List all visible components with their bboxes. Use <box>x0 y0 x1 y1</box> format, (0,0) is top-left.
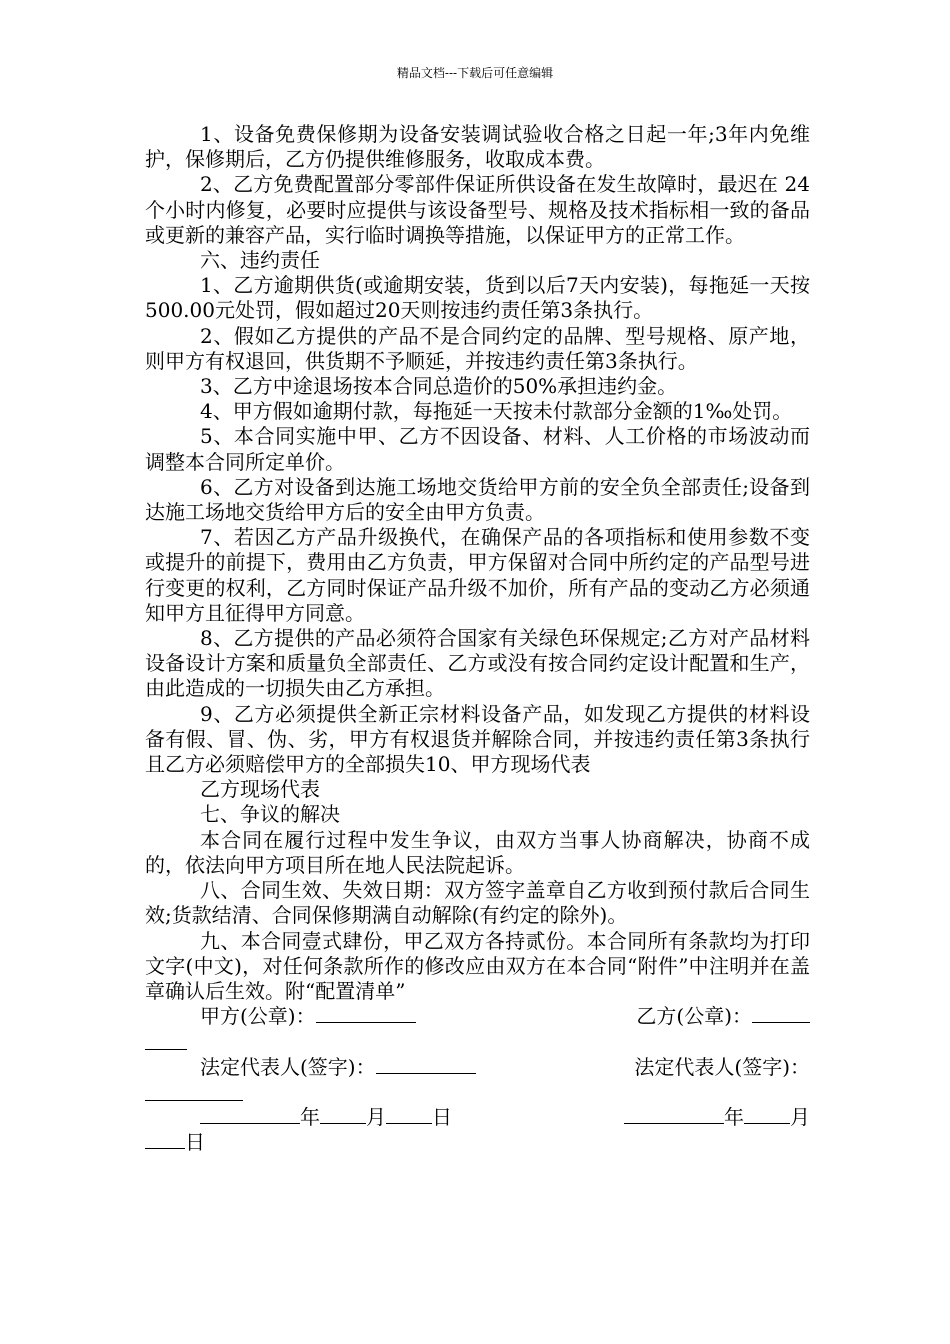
party-a-year-blank[interactable] <box>200 1105 300 1124</box>
document-body <box>145 122 810 1155</box>
party-a-month-blank[interactable] <box>320 1105 366 1124</box>
party-b-date-group <box>624 1105 810 1130</box>
party-b-seal-label: 乙方(公章)： <box>636 1004 752 1029</box>
party-b-rep-label: 法定代表人(签字)： <box>634 1054 810 1079</box>
representative-row-continuation <box>145 1080 810 1105</box>
party-a-date-group <box>145 1105 452 1130</box>
party-b-rep-group <box>634 1055 810 1080</box>
section-heading-dispute: 七、争议的解决 <box>200 802 340 827</box>
clause-warranty-1: 1、设备免费保修期为设备安装调试验收合格之日起一年;3年内免维护，保修期后，乙方仍提供维修服务，收取成本费。 <box>145 122 810 172</box>
clause-dispute: 本合同在履行过程中发生争议，由双方当事人协商解决，协商不成的，依法向甲方项目所在地人民法院起诉。 <box>145 827 810 877</box>
page-header: 精品文档---下载后可任意编辑 <box>396 66 554 80</box>
date-row-continuation <box>145 1130 810 1155</box>
party-b-rep-blank[interactable] <box>145 1082 243 1101</box>
party-b-seal-blank-cont[interactable] <box>145 1031 187 1050</box>
clause-liability-3: 3、乙方中途退场按本合同总造价的50%承担违约金。 <box>200 374 678 399</box>
clause-effective-date: 八、合同生效、失效日期：双方签字盖章自乙方收到预付款后合同生效;货款结清、合同保修期满自动解除(有约定的除外)。 <box>145 878 810 928</box>
date-row <box>145 1105 810 1130</box>
party-b-year-label: 年 <box>724 1104 744 1129</box>
section-heading-liability: 六、违约责任 <box>200 248 320 273</box>
party-a-day-blank[interactable] <box>386 1105 432 1124</box>
party-b-month-blank[interactable] <box>744 1105 790 1124</box>
party-a-rep-group <box>145 1055 476 1080</box>
clause-liability-8: 8、乙方提供的产品必须符合国家有关绿色环保规定;乙方对产品材料设备设计方案和质量负全部责任、乙方或没有按合同约定设计配置和生产，由此造成的一切损失由乙方承担。 <box>145 626 810 701</box>
party-a-month-label: 月 <box>366 1104 386 1129</box>
clause-copies: 九、本合同壹式肆份，甲乙双方各持贰份。本合同所有条款均为打印文字(中文)，对任何条款所作的修改应由双方在本合同“附件”中注明并在盖章确认后生效。附“配置清单” <box>145 928 810 1003</box>
party-b-seal-blank[interactable] <box>752 1004 810 1023</box>
party-b-day-group <box>145 1130 205 1155</box>
party-a-day-label: 日 <box>432 1104 452 1129</box>
party-a-rep-blank[interactable] <box>376 1055 476 1074</box>
party-b-month-label: 月 <box>790 1104 810 1129</box>
seal-row-continuation <box>145 1029 810 1054</box>
clause-warranty-2: 2、乙方免费配置部分零部件保证所供设备在发生故障时，最迟在 24个小时内修复，必要时应提供与该设备型号、规格及技术指标相一致的备品或更新的兼容产品，实行临时调换等措施，以保证甲方的正常工作。 <box>145 172 810 247</box>
party-b-year-blank[interactable] <box>624 1105 724 1124</box>
party-a-year-label: 年 <box>300 1104 320 1129</box>
clause-liability-6: 6、乙方对设备到达施工场地交货给甲方前的安全负全部责任;设备到达施工场地交货给甲方后的安全由甲方负责。 <box>145 474 810 525</box>
party-a-seal-group <box>145 1004 416 1029</box>
party-b-site-rep: 乙方现场代表 <box>200 777 320 802</box>
clause-liability-4: 4、甲方假如逾期付款，每拖延一天按未付款部分金额的1‰处罚。 <box>200 399 793 424</box>
clause-liability-9: 9、乙方必须提供全新正宗材料设备产品，如发现乙方提供的材料设备有假、冒、伪、劣，甲方有权退货并解除合同，并按违约责任第3条执行且乙方必须赔偿甲方的全部损失10、甲方现场代表 <box>145 701 810 777</box>
party-b-day-label: 日 <box>185 1130 205 1155</box>
party-b-day-blank[interactable] <box>145 1130 185 1149</box>
clause-liability-5: 5、本合同实施中甲、乙方不因设备、材料、人工价格的市场波动而调整本合同所定单价。 <box>145 424 810 474</box>
representative-row <box>145 1055 810 1080</box>
party-a-seal-label: 甲方(公章)： <box>200 1004 316 1029</box>
party-a-rep-label: 法定代表人(签字)： <box>200 1054 376 1079</box>
clause-liability-1: 1、乙方逾期供货(或逾期安装，货到以后7天内安装)，每拖延一天按500.00元处罚，假如超过20天则按违约责任第3条执行。 <box>145 273 810 323</box>
party-b-seal-group <box>636 1004 810 1029</box>
clause-liability-2: 2、假如乙方提供的产品不是合同约定的品牌、型号规格、原产地，则甲方有权退回，供货期不予顺延，并按违约责任第3条执行。 <box>145 323 810 373</box>
seal-row <box>145 1004 810 1029</box>
clause-liability-7: 7、若因乙方产品升级换代，在确保产品的各项指标和使用参数不变或提升的前提下，费用由乙方负责，甲方保留对合同中所约定的产品型号进行变更的权利，乙方同时保证产品升级不加价，所有产品的变动乙方必须通知甲方且征得甲方同意。 <box>145 525 810 625</box>
party-a-seal-blank[interactable] <box>316 1004 416 1023</box>
